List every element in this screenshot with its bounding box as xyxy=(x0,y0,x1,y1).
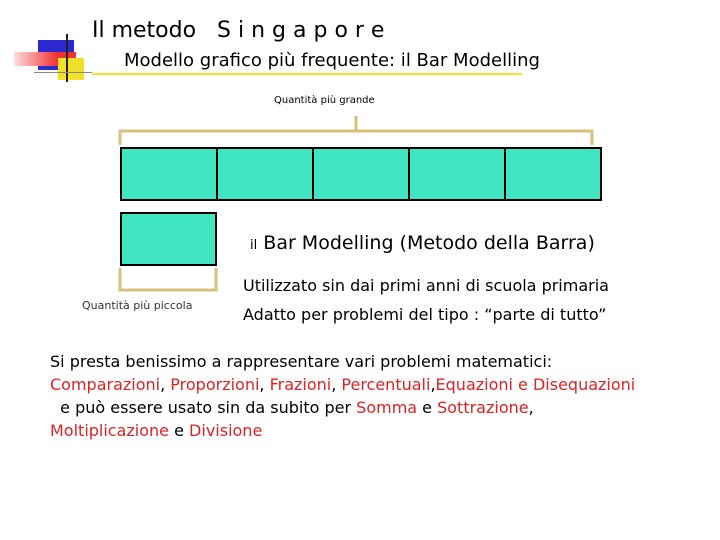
label-smaller-quantity: Quantità più piccola xyxy=(82,299,193,312)
topic-item: Proporzioni xyxy=(170,375,260,394)
small-bar xyxy=(120,212,217,266)
heading-prefix: il xyxy=(250,238,258,253)
connector: , xyxy=(528,398,534,417)
topic-item: Frazioni xyxy=(269,375,332,394)
description-paragraph xyxy=(50,350,690,442)
bar-cell xyxy=(312,147,410,201)
separator: , xyxy=(430,375,436,394)
bar-modelling-heading xyxy=(250,232,595,254)
operation-item: Moltiplicazione xyxy=(50,421,170,440)
connector: e xyxy=(169,421,190,440)
usage-line-2: Adatto per problemi del tipo : “parte di tutto” xyxy=(243,305,607,324)
separator: , xyxy=(259,375,270,394)
slide-subtitle: Modello grafico più frequente: il Bar Modelling xyxy=(124,50,540,71)
separator: , xyxy=(331,375,342,394)
heading-text: Bar Modelling (Metodo della Barra) xyxy=(263,232,595,254)
operation-item: Somma xyxy=(356,398,418,417)
separator: , xyxy=(160,375,171,394)
topic-item: Equazioni e Disequazioni xyxy=(435,375,636,394)
bar-cell xyxy=(408,147,506,201)
top-bracket xyxy=(120,131,592,145)
operation-item: Sottrazione xyxy=(437,398,529,417)
slide-title: Il metodo S i n g a p o r e xyxy=(92,18,385,43)
operations-prefix: e può essere usato sin da subito per xyxy=(50,398,357,417)
label-larger-quantity: Quantità più grande xyxy=(274,95,375,106)
bar-cell xyxy=(120,147,218,201)
usage-line-1: Utilizzato sin dai primi anni di scuola primaria xyxy=(243,276,609,295)
paragraph-intro: Si presta benissimo a rappresentare vari problemi matematici: xyxy=(50,352,553,371)
operation-item: Divisione xyxy=(189,421,263,440)
topic-item: Comparazioni xyxy=(50,375,161,394)
paragraph-operations xyxy=(50,396,690,442)
bar-cell xyxy=(216,147,314,201)
paragraph-topics xyxy=(50,373,690,396)
topic-item: Percentuali xyxy=(341,375,431,394)
connector: e xyxy=(417,398,438,417)
bottom-bracket xyxy=(120,268,216,290)
bar-cell xyxy=(504,147,602,201)
